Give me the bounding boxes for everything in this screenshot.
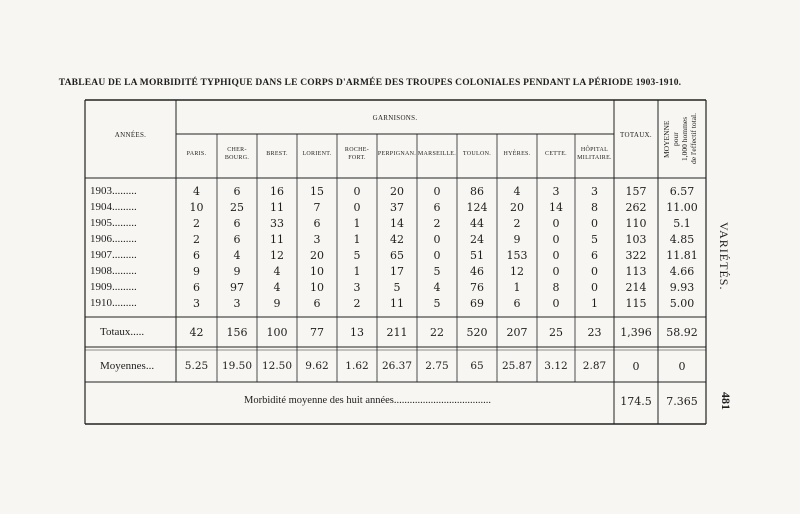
table-cell: 5: [393, 281, 401, 294]
header-moyenne-line-3: 1,000 hommes: [680, 116, 689, 162]
garrison-header-line: CETTE.: [545, 151, 567, 157]
garrison-header: [377, 150, 417, 158]
garrison-header: [457, 150, 497, 158]
row-year: 1906.........: [90, 233, 137, 245]
table-cell: 0: [552, 297, 560, 310]
garrison-header: [537, 150, 575, 158]
row-moyenne: 11.81: [666, 249, 698, 262]
table-cell: 6: [513, 297, 521, 310]
garrison-header-line: HÔPITAL: [580, 147, 609, 153]
table-cell: 6: [233, 233, 241, 246]
row-total: 110: [625, 217, 647, 230]
table-cell: 2: [193, 217, 200, 230]
table-cell: 51: [470, 249, 484, 262]
side-label: VARIÉTÉS.: [717, 222, 731, 291]
table-cell: 11: [270, 233, 284, 246]
table-cell: 20: [390, 185, 404, 198]
garrison-header: [176, 150, 217, 158]
table-cell: 153: [506, 249, 528, 262]
table-cell: 4: [273, 265, 281, 278]
table-cell: 4: [233, 249, 241, 262]
moyennes-cell: 2.75: [425, 360, 449, 372]
table-cell: 33: [270, 217, 284, 230]
row-moyenne: 4.66: [669, 265, 695, 278]
table-cell: 3: [233, 297, 241, 310]
totaux-cell: 520: [466, 326, 488, 339]
row-year: 1904.........: [90, 201, 137, 213]
row-year: 1909.........: [90, 281, 137, 293]
table-cell: 2: [193, 233, 200, 246]
moyennes-cell: 5.25: [184, 360, 209, 372]
garrison-header-line: MILITAIRE.: [577, 155, 612, 161]
row-year: 1905.........: [90, 217, 137, 229]
table-cell: 3: [353, 281, 361, 294]
table-cell: 9: [273, 297, 281, 310]
table-cell: 3: [591, 185, 598, 198]
table-cell: 8: [552, 281, 560, 294]
table-cell: 4: [513, 185, 521, 198]
table-cell: 2: [513, 217, 521, 230]
moyennes-label: Moyennes...: [100, 360, 155, 372]
table-cell: 9: [193, 265, 200, 278]
table-cell: 3: [313, 233, 321, 246]
table-cell: 2: [433, 217, 441, 230]
morbidite-label: Morbidité moyenne des huit années.....................................: [244, 395, 492, 406]
row-moyenne: 5.00: [669, 297, 695, 310]
garrison-header: [337, 146, 377, 162]
moyennes-cell: 12.50: [261, 360, 293, 372]
table-cell: 14: [390, 217, 404, 230]
garrison-header-line: TOULON.: [462, 151, 492, 157]
garrison-header-line: PERPIGNAN.: [377, 151, 417, 157]
table-cell: 6: [233, 217, 241, 230]
totaux-cell: 42: [189, 326, 204, 339]
table-cell: 0: [433, 233, 441, 246]
moyennes-cell: 3.12: [544, 360, 568, 372]
row-moyenne: 5.1: [673, 217, 691, 230]
garrison-header-line: LORIENT.: [302, 151, 332, 157]
table-cell: 9: [233, 265, 241, 278]
table-cell: 0: [552, 233, 560, 246]
garrison-header-line: PARIS.: [186, 151, 207, 157]
header-totaux: TOTAUX.: [620, 131, 652, 139]
totaux-moyenne: 58.92: [666, 326, 698, 339]
totaux-cell: 13: [350, 326, 364, 339]
table-cell: 10: [189, 201, 204, 214]
garrison-header: [417, 150, 457, 158]
table-cell: 6: [433, 201, 441, 214]
row-year: 1908.........: [90, 265, 137, 277]
header-moyenne: [662, 106, 702, 172]
table-cell: 10: [310, 265, 324, 278]
table-cell: 11: [270, 201, 284, 214]
table-cell: 44: [470, 217, 484, 230]
table-cell: 4: [193, 185, 200, 198]
table-cell: 0: [591, 265, 598, 278]
table-cell: 10: [310, 281, 324, 294]
header-moyenne-line-1: MOYENNE: [662, 120, 671, 158]
header-moyenne-line-2: pour: [671, 132, 680, 146]
table-cell: 6: [233, 185, 241, 198]
row-moyenne: 9.93: [669, 281, 695, 294]
table-cell: 42: [390, 233, 404, 246]
garrison-header-line: HYÈRES.: [503, 151, 531, 157]
table-cell: 12: [270, 249, 284, 262]
garrison-header: [257, 150, 297, 158]
table-cell: 0: [353, 201, 361, 214]
table-cell: 97: [230, 281, 244, 294]
moyennes-moyenne: 0: [678, 360, 686, 373]
totaux-cell: 77: [310, 326, 324, 339]
table-cell: 124: [466, 201, 488, 214]
table-cell: 20: [510, 201, 524, 214]
row-total: 115: [625, 297, 647, 310]
header-moyenne-line-4: de l'effectif total.: [689, 113, 698, 165]
row-total: 157: [625, 185, 647, 198]
table-title: TABLEAU DE LA MORBIDITÉ TYPHIQUE DANS LE CORPS D'ARMÉE DES TROUPES COLONIALES PENDANT LA PÉRIODE 1903-1910.: [58, 78, 682, 88]
table-cell: 37: [390, 201, 404, 214]
table-cell: 6: [193, 249, 200, 262]
table-cell: 0: [552, 265, 560, 278]
table-cell: 25: [230, 201, 244, 214]
moyennes-cell: 65: [470, 360, 484, 372]
row-year: 1903.........: [90, 185, 137, 197]
table-cell: 3: [552, 185, 560, 198]
page-number: 481: [719, 392, 733, 410]
table-cell: 6: [193, 281, 200, 294]
header-annees: ANNÉES.: [114, 131, 147, 139]
header-garnisons: GARNISONS.: [372, 114, 418, 122]
moyennes-cell: 26.37: [381, 360, 413, 372]
table-cell: 24: [470, 233, 484, 246]
row-moyenne: 11.00: [666, 201, 698, 214]
totaux-cell: 156: [226, 326, 248, 339]
table-cell: 5: [433, 265, 441, 278]
table-cell: 6: [313, 217, 321, 230]
row-moyenne: 4.85: [669, 233, 695, 246]
table-cell: 11: [390, 297, 404, 310]
totaux-cell: 25: [549, 326, 563, 339]
table-cell: 0: [552, 249, 560, 262]
totaux-cell: 211: [386, 326, 408, 339]
row-total: 262: [625, 201, 647, 214]
table-cell: 16: [270, 185, 284, 198]
table-cell: 5: [433, 297, 441, 310]
table-cell: 6: [591, 249, 598, 262]
table-cell: 65: [390, 249, 404, 262]
table-cell: 14: [549, 201, 563, 214]
row-moyenne: 6.57: [669, 185, 695, 198]
row-total: 113: [625, 265, 647, 278]
moyennes-cell: 25.87: [501, 360, 533, 372]
table-cell: 5: [353, 249, 361, 262]
morbidite-total: 174.5: [620, 395, 652, 408]
table-cell: 1: [353, 265, 361, 278]
row-year: 1907.........: [90, 249, 137, 261]
garrison-header: [497, 150, 537, 158]
garrison-header-line: ROCHE-: [344, 147, 370, 153]
garrison-header: [575, 146, 614, 162]
table-cell: 86: [470, 185, 484, 198]
garrison-header-line: MARSEILLE.: [417, 151, 457, 157]
garrison-header: [217, 146, 257, 162]
table-cell: 8: [591, 201, 598, 214]
row-total: 103: [625, 233, 647, 246]
table-cell: 1: [353, 233, 361, 246]
totaux-total: 1,396: [620, 326, 652, 339]
table-cell: 2: [353, 297, 361, 310]
garrison-header-line: BOURG.: [224, 155, 250, 161]
garrison-header: [297, 150, 337, 158]
morbidite-moyenne: 7.365: [666, 395, 698, 408]
table-cell: 9: [513, 233, 521, 246]
table-cell: 0: [552, 217, 560, 230]
table-cell: 17: [390, 265, 404, 278]
totaux-label: Totaux.....: [100, 326, 145, 338]
totaux-cell: 22: [430, 326, 444, 339]
moyennes-total: 0: [632, 360, 640, 373]
table-cell: 12: [510, 265, 524, 278]
totaux-cell: 23: [587, 326, 602, 339]
table-cell: 0: [433, 249, 441, 262]
table-cell: 15: [310, 185, 324, 198]
row-year: 1910.........: [90, 297, 137, 309]
table-cell: 0: [353, 185, 361, 198]
row-total: 322: [625, 249, 647, 262]
table-cell: 6: [313, 297, 321, 310]
table-cell: 7: [313, 201, 321, 214]
table-cell: 1: [591, 297, 598, 310]
moyennes-cell: 9.62: [305, 360, 329, 372]
garrison-header-line: FORT.: [348, 155, 366, 161]
table-cell: 3: [193, 297, 200, 310]
table-cell: 4: [433, 281, 441, 294]
totaux-cell: 100: [266, 326, 288, 339]
table-cell: 46: [470, 265, 484, 278]
garrison-header-line: CHER-: [227, 147, 247, 153]
table-cell: 1: [353, 217, 361, 230]
table-cell: 69: [470, 297, 484, 310]
garrison-header-line: BREST.: [266, 151, 288, 157]
moyennes-cell: 2.87: [582, 360, 607, 372]
moyennes-cell: 1.62: [345, 360, 369, 372]
table-cell: 0: [433, 185, 441, 198]
moyennes-cell: 19.50: [221, 360, 253, 372]
totaux-cell: 207: [506, 326, 528, 339]
table-cell: 4: [273, 281, 281, 294]
table-cell: 1: [513, 281, 521, 294]
table-cell: 0: [591, 217, 598, 230]
row-total: 214: [625, 281, 647, 294]
table-cell: 76: [470, 281, 484, 294]
table-cell: 20: [310, 249, 324, 262]
table-cell: 0: [591, 281, 598, 294]
table-cell: 5: [591, 233, 598, 246]
